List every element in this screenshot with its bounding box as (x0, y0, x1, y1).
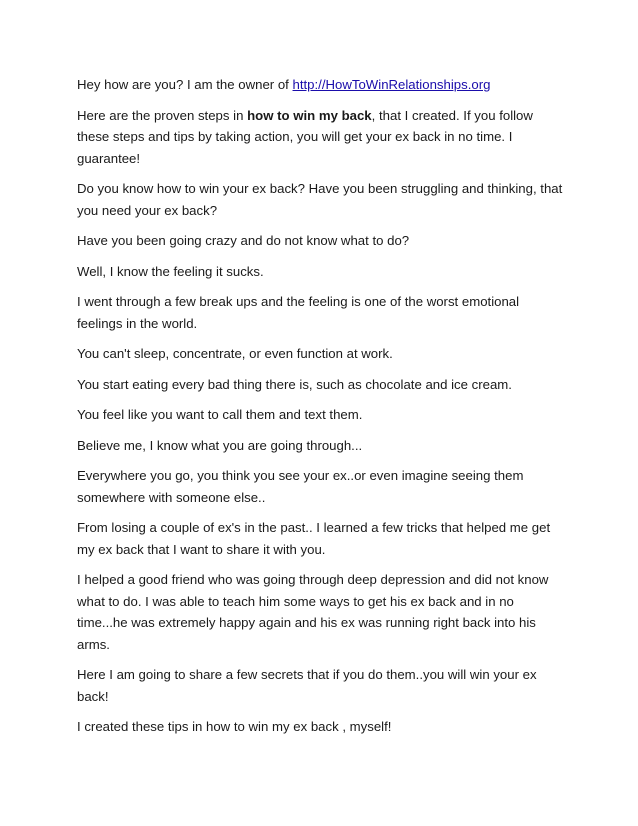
paragraph-13: I helped a good friend who was going through deep depression and did not know what to do. I was able to teach him some ways to get his ex back and in no time...he was extremely happy again and his ex was running right back into his arms. (77, 572, 549, 652)
paragraph-6: I went through a few break ups and the feeling is one of the worst emotional feelings in the world. (77, 294, 520, 331)
paragraph-intro (77, 74, 567, 96)
paragraph-5: Well, I know the feeling it sucks. (77, 263, 264, 279)
proven-steps-post: , that I created. If you follow these steps and tips by taking action, you will get your ex back in no time. I guarantee! (77, 107, 533, 166)
paragraph-8: You start eating every bad thing there is, such as chocolate and ice cream. (77, 376, 512, 392)
paragraph-11: Everywhere you go, you think you see your ex..or even imagine seeing them somewhere with someone else.. (77, 468, 524, 505)
paragraph-4: Have you been going crazy and do not know what to do? (77, 233, 410, 248)
proven-steps-bold: how to win my back (247, 107, 372, 123)
paragraph-12: From losing a couple of ex's in the past.. I learned a few tricks that helped me get my ex back that I want to share it with you. (77, 520, 551, 557)
paragraph-9: You feel like you want to call them and text them. (77, 407, 363, 422)
paragraph-15: I created these tips in how to win my ex back , myself! (77, 719, 392, 734)
paragraph-proven-steps (77, 105, 567, 170)
intro-text: Hey how are you? I am the owner of (77, 77, 293, 92)
document-body (77, 74, 567, 747)
paragraph-3: Do you know how to win your ex back? Have you been struggling and thinking, that you need your ex back? (77, 181, 563, 218)
proven-steps-pre: Here are the proven steps in (77, 107, 248, 123)
website-link[interactable]: http://HowToWinRelationships.org (292, 77, 491, 92)
paragraph-7: You can't sleep, concentrate, or even function at work. (77, 346, 393, 361)
paragraph-10: Believe me, I know what you are going through... (77, 437, 363, 453)
paragraph-14: Here I am going to share a few secrets that if you do them..you will win your ex back! (77, 667, 537, 704)
